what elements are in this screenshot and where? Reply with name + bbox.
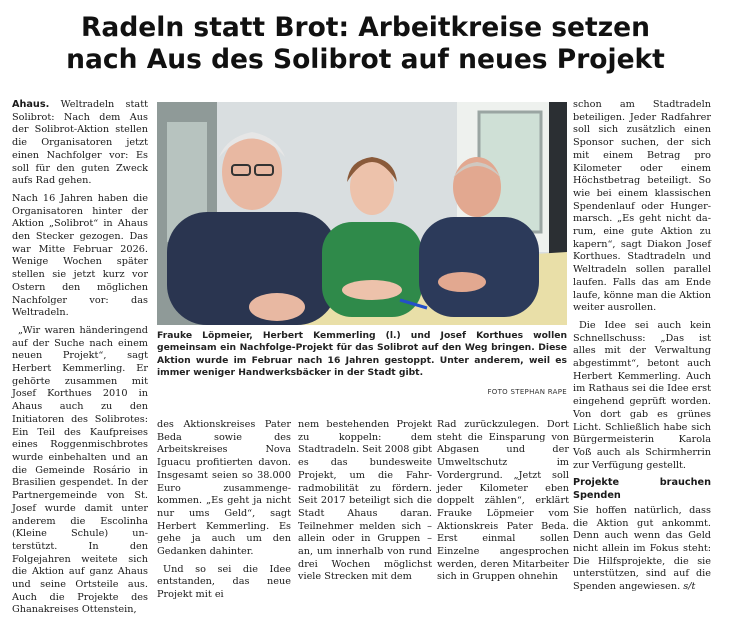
body-paragraph: nem bestehenden Projekt zu koppeln: dem Stadtradeln. Seit 2008 gibt es das bundesweite Projekt, um die Fahrradmobilität zu fördern. Seit 2017 beteiligt sich die Stadt Ahaus daran. Teilnehmer melden sich – allein oder in Gruppen – an, um innerhalb von rund drei Wochen möglichst viele Strecken mit dem [298, 419, 432, 583]
article-column-1 [12, 99, 148, 622]
body-paragraph: Und so sei die Idee entstanden, das neue Projekt mit ei [157, 563, 291, 601]
article-column-3 [298, 419, 432, 589]
body-paragraph: Nach 16 Jahren haben die Organisatoren hinter der Aktion „Solibrot“ in Ahaus den Stecker gezogen. Das war Mitte Februar 2026. Wenige Wochen später stellen sie jetzt kurz vor Ostern den möglichen Nachfolger vor: das Weltradeln. [12, 192, 148, 319]
dateline: Ahaus. [12, 99, 50, 110]
body-paragraph: schon am Stadtradeln beteiligen. Jeder Radfahrer soll sich zusätzlich einen Sponsor suchen, der sich mit einem Betrag pro Kilometer oder einem Höchstbetrag beteiligt. So wie bei einem klassischen Spendenlauf oder Hungermarsch. „Es geht nicht darum, eine gute Aktion zu kapern“, sagt Diakon Josef Korthues. Stadtradeln und Weltradeln sollen parallel laufen. Falls das am Ende laufe, könne man die Aktion weiter ausrollen. [573, 99, 711, 314]
body-paragraph [573, 505, 711, 594]
article-column-2 [157, 419, 291, 607]
article-headline [0, 12, 731, 76]
article-photo [157, 102, 567, 325]
final-text: Sie hoffen natürlich, dass die Aktion gut ankommt. Denn auch wenn das Geld nicht allein im Fokus steht: Die Hilfsprojekte, die sie unterstützen, sind auf die Spenden angewiesen. [573, 504, 711, 593]
body-paragraph: des Aktionskreises Pater Beda sowie des Arbeitskreises Nova Iguacu profitierten davon. Insgesamt seien so 38.000 Euro zusammengekommen. „Es geht ja nicht nur ums Geld“, sagt Herbert Kemmerling. Es gehe ja auch um den Gedanken dahinter. [157, 419, 291, 558]
photo-credit: FOTO STEPHAN RAPE [487, 388, 567, 396]
lead-paragraph [12, 99, 148, 188]
headline-line-1: Radeln statt Brot: Arbeitkreise setzen [81, 12, 650, 43]
article-column-5 [573, 99, 711, 599]
headline-line-2: nach Aus des Solibrot auf neues Projekt [66, 44, 665, 75]
photo-illustration [157, 102, 567, 325]
body-paragraph: „Wir waren händeringend auf der Suche nach einem neuen Projekt“, sagt Herbert Kemmerling. Er gehörte zusammen mit Josef Korthues 2010 in Ahaus auch zu den Initiatoren des Solibrotes: Ein Teil des Kaufpreises eines Roggenmischbrotes wurde einbehalten und an die Gemeinde Rosário in Brasilien gespendet. In der Partnergemeinde von St. Josef wurde damit unter anderem die Escolinha (Kleine Schule) unterstützt. In den Folgejahren weitete sich die Aktion auf ganz Ahaus und seine Ortsteile aus. Auch die Projekte des Ghanakreises Ottenstein, [12, 324, 148, 616]
body-paragraph: Die Idee sei auch kein Schnellschuss: „Das ist alles mit der Verwaltung abgestimmt“, betont auch Herbert Kemmerling. Auch im Rathaus sei die Idee erst eingehend geprüft worden. Von dort gab es grünes Licht. Schließlich habe sich Bürgermeisterin Karola Voß auch als Schirmherrin zur Verfügung gestellt. [573, 319, 711, 471]
subheading: Projekte brauchen Spenden [573, 477, 711, 502]
author-signature: s/t [683, 581, 696, 593]
photo-caption: Frauke Löpmeier, Herbert Kemmerling (l.) und Josef Korthues wollen gemeinsam ein Nachfolge-Projekt für das Solibrot auf den Weg bringen. Diese Aktion wurde im Februar nach 16 Jahren gestoppt. Unter anderem, weil es immer weniger Handwerksbäcker in der Stadt gibt. [157, 330, 567, 379]
body-paragraph: Rad zurückzulegen. Dort steht die Einsparung von Abgasen und der Umweltschutz im Vordergrund. „Jetzt soll jeder Kilometer eben doppelt zählen“, erklärt Frauke Löpmeier vom Aktionskreis Pater Beda. Erst einmal sollen Einzelne angesprochen werden, deren Mitarbeiter sich in Gruppen ohnehin [437, 419, 569, 583]
article-column-4 [437, 419, 569, 589]
lead-text: Weltradeln statt Solibrot: Nach dem Aus der Solibrot-Aktion stellen die Organisatoren jetzt einen Nachfolger vor: Es soll für den guten Zweck aufs Rad gehen. [12, 99, 148, 187]
